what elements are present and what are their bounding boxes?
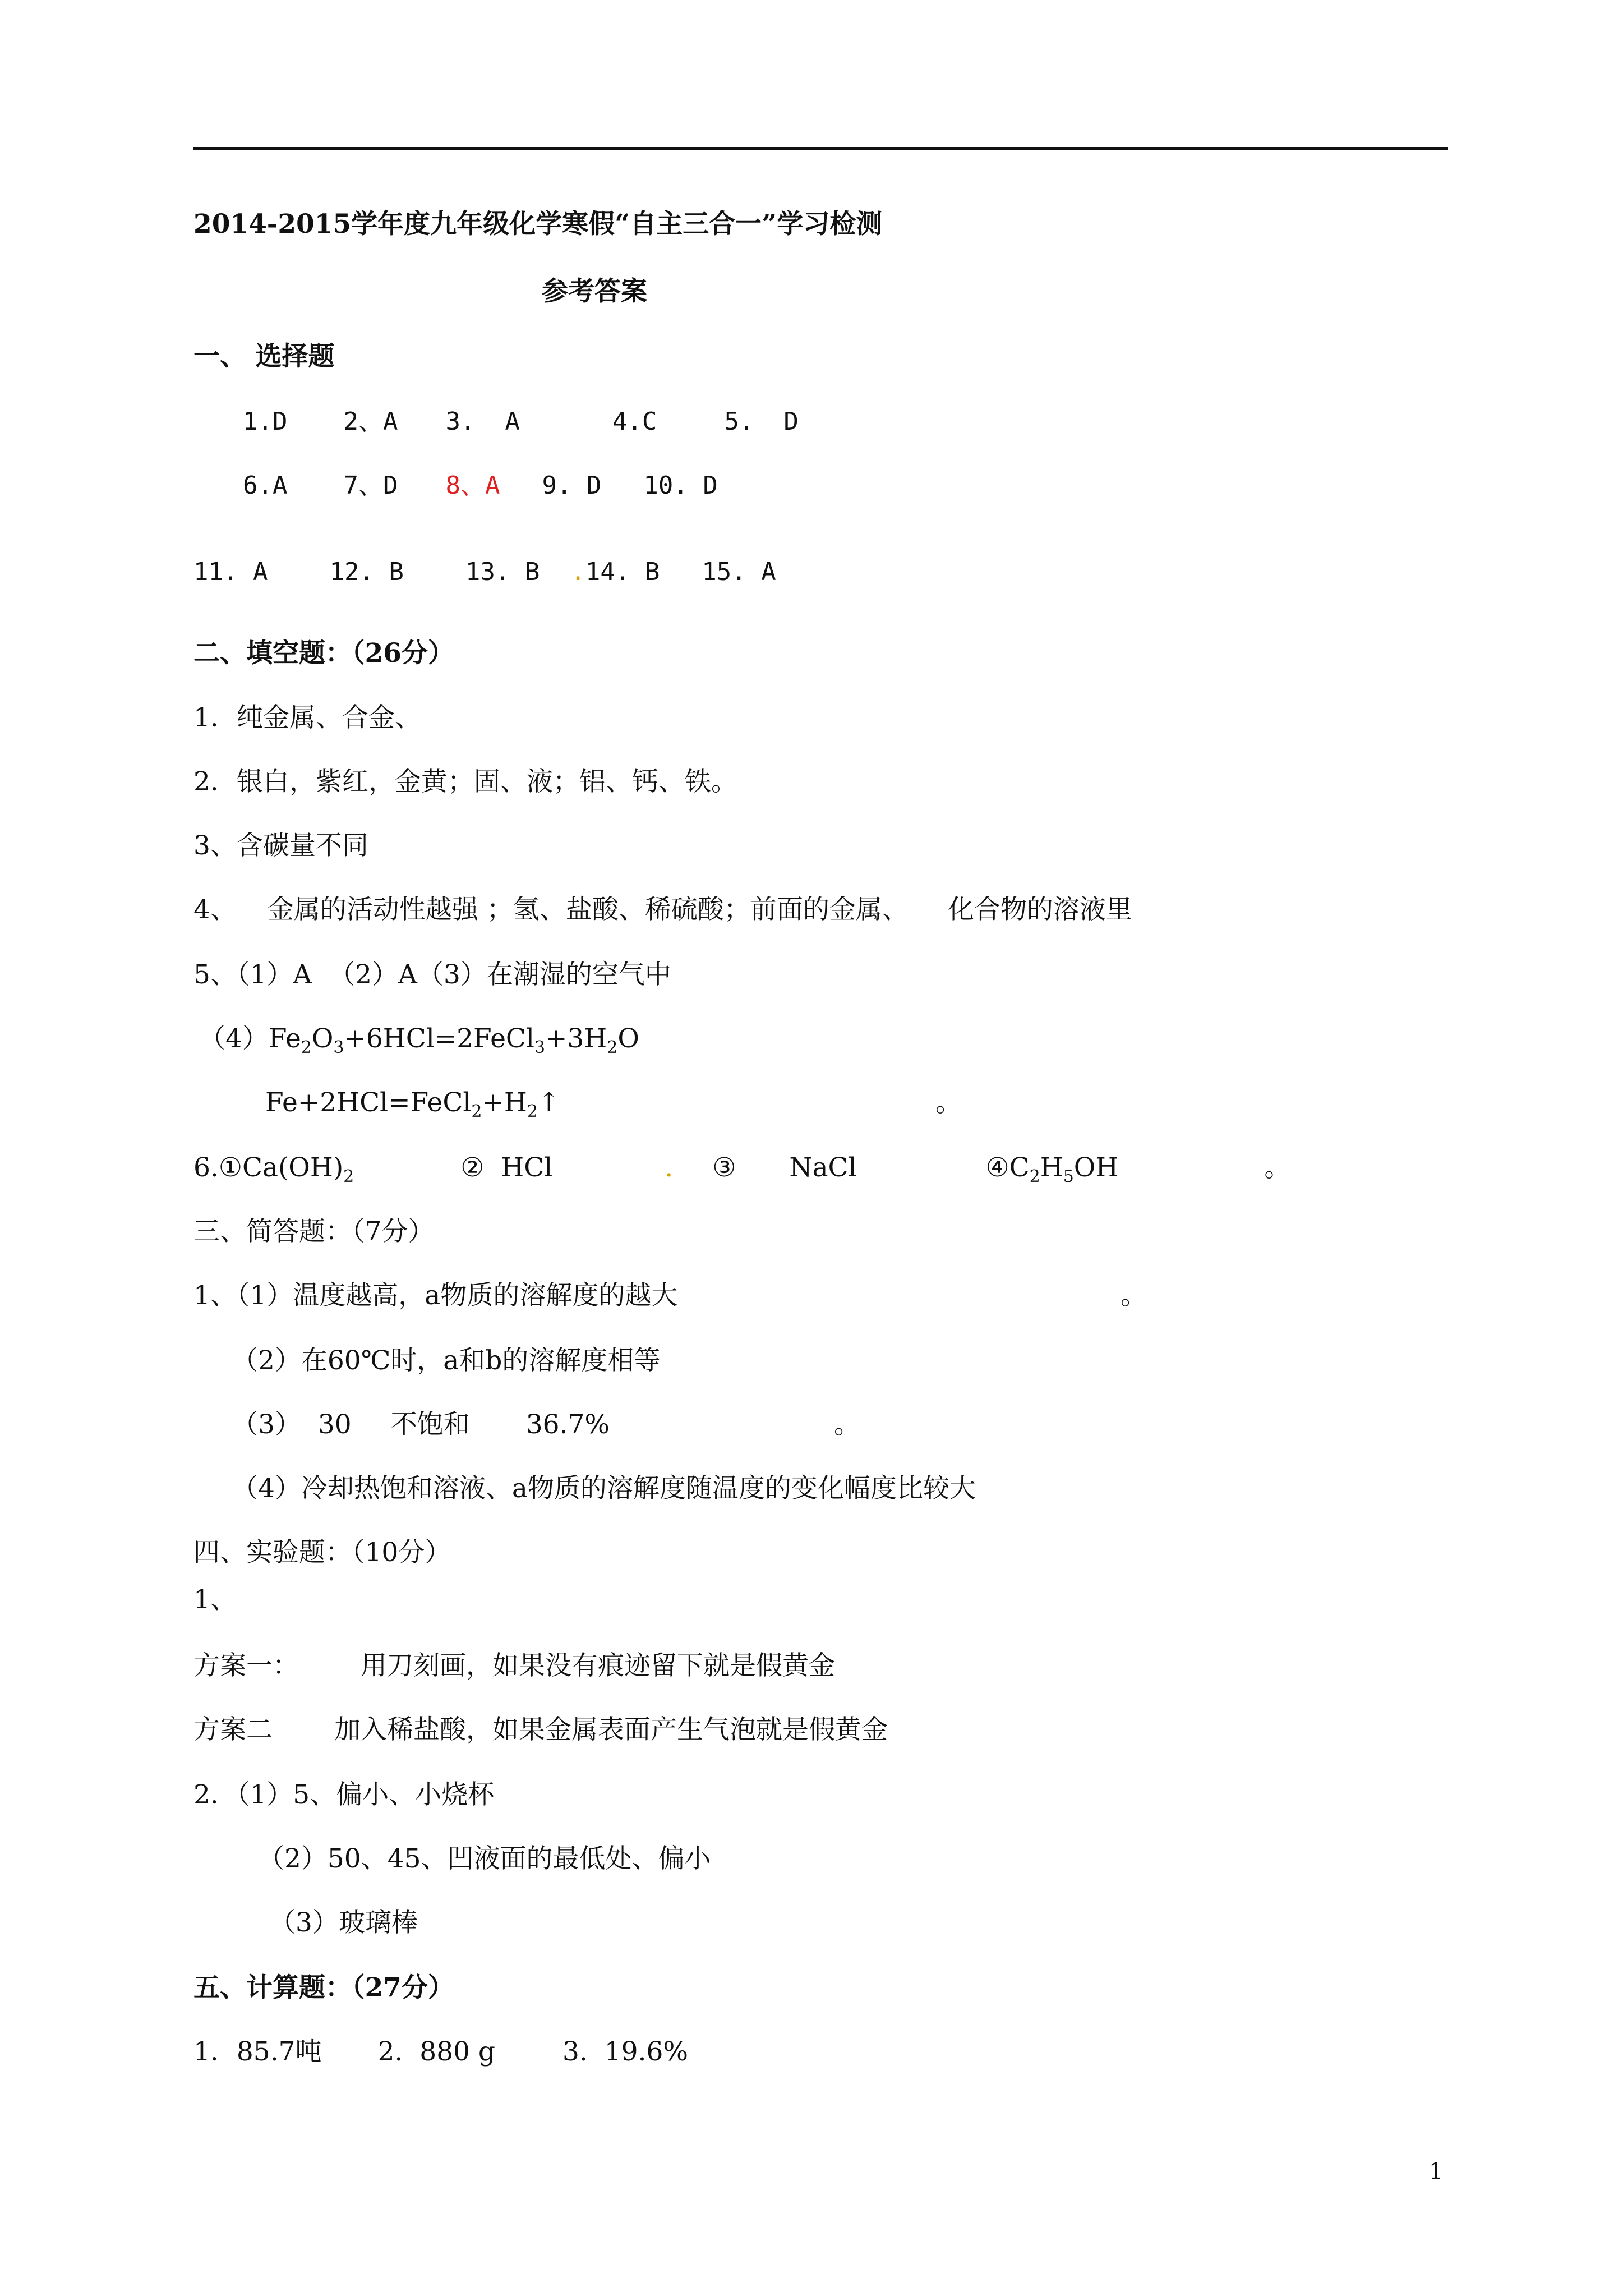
- mc-answer: 3. A: [445, 407, 520, 436]
- section-3-heading: 三、简答题：（7分）: [193, 1216, 435, 1247]
- mc-row-1: [243, 405, 799, 439]
- fill-q2: 2．银白，紫红，金黄；固、液；铝、钙、铁。: [193, 766, 737, 797]
- exp-q2-1: 2．（1）5、偏小、小烧杯: [193, 1779, 495, 1810]
- short-q1-1-end: 。: [1121, 1280, 1147, 1311]
- exp-plan-2: 方案二 加入稀盐酸，如果金属表面产生气泡就是假黄金: [193, 1714, 888, 1745]
- mc-answer: 6.A: [243, 471, 288, 500]
- fill-q6: $6.①Ca(OH)_2$ ② HCl . ③ NaCl $④C_2H_5OH$ 。: [193, 1152, 1291, 1186]
- section-2-heading: 二、填空题：（26分）: [193, 638, 454, 669]
- mc-answer: 7、D: [343, 471, 398, 500]
- mc-answer: 14. B: [585, 558, 660, 586]
- header-rule: [193, 147, 1448, 150]
- mc-answer: 4.C: [612, 407, 657, 436]
- mc-answer: 13. B: [465, 558, 540, 586]
- fill-q5: 5、（1）A （2）A（3）在潮湿的空气中: [193, 959, 671, 990]
- calc-answer: 3. 19.6%: [562, 2036, 689, 2067]
- short-q1-2: （2）在60℃时，a和b的溶解度相等: [232, 1345, 661, 1376]
- fill-q5-end: 。: [935, 1087, 962, 1118]
- exp-q2-3: （3）玻璃棒: [269, 1907, 418, 1938]
- fill-q5-4-equation-2: $Fe+2HCl=FeCl_2+H_2↑$: [265, 1087, 560, 1121]
- exp-q2-2: （2）50、45、凹液面的最低处、偏小: [258, 1843, 711, 1874]
- mc-answer: 10. D: [643, 471, 718, 500]
- page-number: 1: [1429, 2159, 1444, 2184]
- mc-answer: 9. D: [542, 471, 602, 500]
- fill-q3: 3、含碳量不同: [193, 830, 368, 861]
- mc-answer: 1.D: [243, 407, 288, 436]
- mc-answer: 11. A: [193, 558, 268, 586]
- calc-answers: [193, 2035, 688, 2069]
- document-subtitle: 参考答案: [542, 276, 647, 307]
- fill-q4: 4、 金属的活动性越强 ；氢、盐酸、稀硫酸；前面的金属、 化合物的溶液里: [193, 894, 1132, 925]
- section-1-heading: 一、 选择题: [193, 341, 335, 372]
- calc-answer: 1．85.7吨: [193, 2036, 322, 2067]
- mc-answer: 15. A: [702, 558, 776, 586]
- mc-answer: 5. D: [724, 407, 799, 436]
- short-q1-1: 1、（1）温度越高，a物质的溶解度的越大: [193, 1280, 678, 1311]
- fill-q1: 1．纯金属、合金、: [193, 702, 421, 733]
- exp-q1: 1、: [193, 1584, 237, 1615]
- mc-row-2: [243, 469, 718, 503]
- short-q1-4: （4）冷却热饱和溶液、a物质的溶解度随温度的变化幅度比较大: [232, 1473, 976, 1504]
- fill-q5-4-equation-1: $(4)Fe_2O_3+6HCl=2FeCl_3+3H_2O$: [199, 1023, 639, 1057]
- exp-plan-1: 方案一： 用刀刻画，如果没有痕迹留下就是假黄金: [193, 1650, 835, 1681]
- short-q1-3: （3） 30 不饱和 36.7% 。: [232, 1409, 861, 1440]
- document-title: 2014-2015学年度九年级化学寒假“自主三合一”学习检测: [193, 209, 883, 240]
- mc-answer: 12. B: [329, 558, 404, 586]
- mc-answer: 2、A: [343, 407, 398, 436]
- calc-answer: 2. 880 g: [377, 2036, 496, 2067]
- mc-answer-highlighted: 8、A: [445, 471, 500, 500]
- mc-row-3: 11. A 12. B 13. B .14. B 15. A: [193, 558, 776, 586]
- section-5-heading: 五、计算题：（27分）: [193, 1972, 454, 2003]
- section-4-heading: 四、实验题：（10分）: [193, 1537, 451, 1568]
